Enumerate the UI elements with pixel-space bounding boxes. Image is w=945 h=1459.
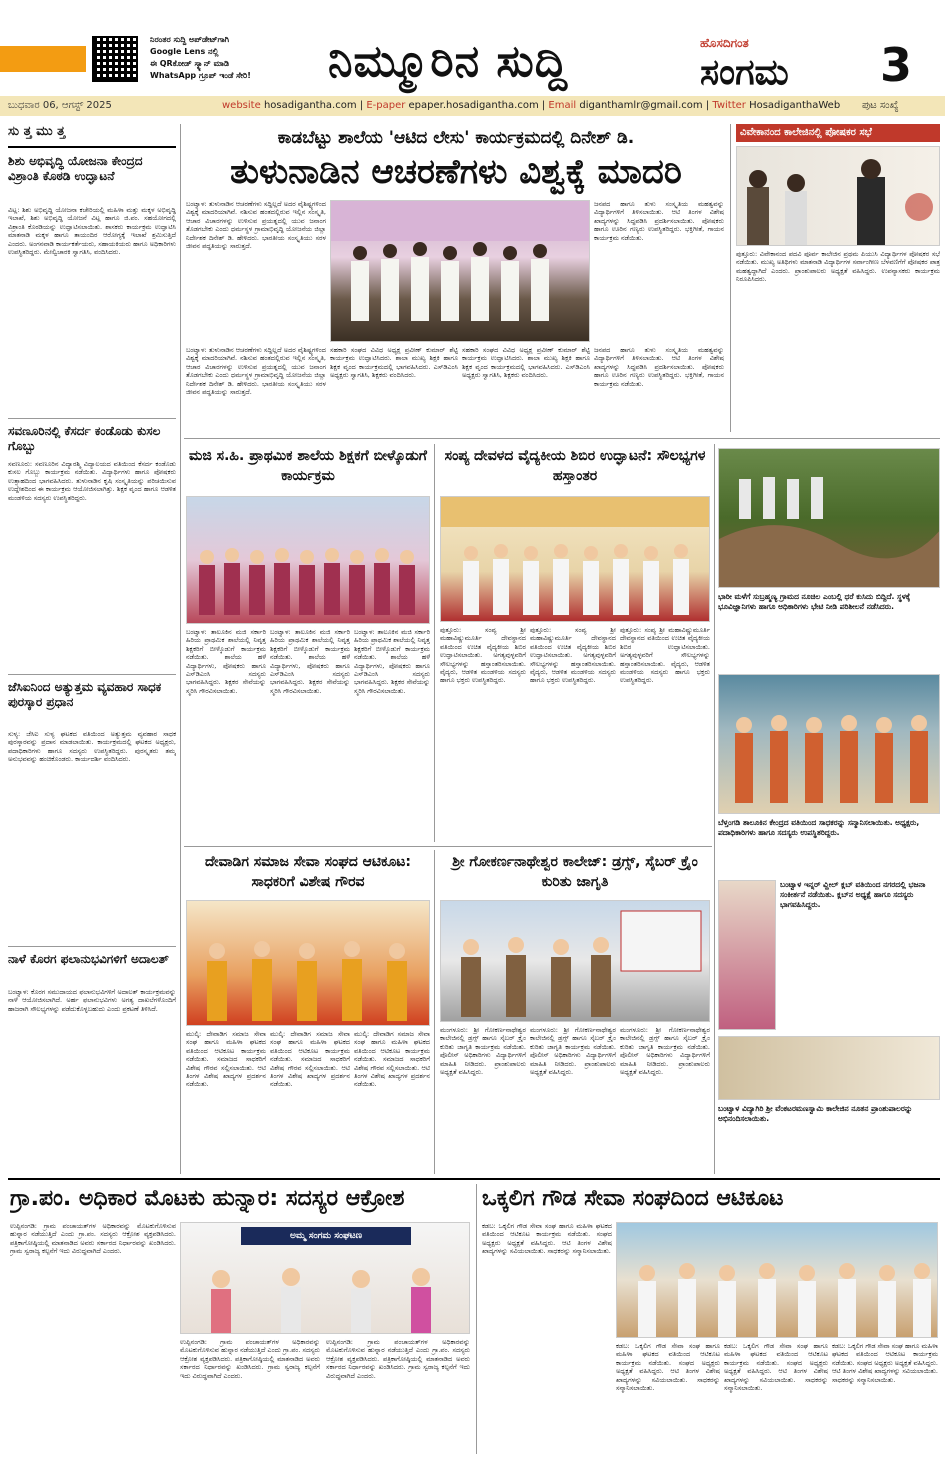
column-divider <box>434 444 435 842</box>
divider <box>184 846 712 847</box>
story-body: ಬಂಟ್ವಾಳ: ಕೊರಗ ಸಮುದಾಯದ ಫಲಾನುಭವಿಗಳಿಗೆ ಅದಾಲತ್ ಕಾರ್ಯಕ್ರಮವನ್ನು ನಾಳೆ ಆಯೋಜಿಸಲಾಗಿದೆ. ಅರ್ಹ ಫಲಾನುಭವಿಗಳು ಅಗತ್ಯ ದಾಖಲೆಗಳೊಂದಿಗೆ ಹಾಜರಾಗಿ ಸೌಲಭ್ಯಗಳನ್ನು ಪಡೆದುಕೊಳ್ಳಬಹುದು ಎಂದು ಪ್ರಕಟಣೆ ತಿಳಿಸಿದೆ. <box>8 988 176 1013</box>
lead-headline: ತುಳುನಾಡಿನ ಆಚರಣೆಗಳು ವಿಶ್ವಕ್ಕೆ ಮಾದರಿ <box>230 152 682 192</box>
medical-camp-photo <box>440 496 710 622</box>
devadiga-photo <box>186 900 430 1026</box>
website-link[interactable]: hosadigantha.com <box>263 100 357 111</box>
lead-body-right-top: ಜನಪದ ಹಾಗೂ ತುಳು ಸಂಸ್ಕೃತಿಯ ಮಹತ್ವವನ್ನು ವಿದ್ಯಾರ್ಥಿಗಳಿಗೆ ತಿಳಿಸಲಾಯಿತು. ಆಟಿ ತಿಂಗಳ ವಿಶೇಷ ಖಾದ್ಯಗಳನ್ನು ಸಿದ್ಧಪಡಿಸಿ ಪ್ರದರ್ಶಿಸಲಾಯಿತು. ಪೋಷಕರು ಹಾಗೂ ಊರಿನ ಗಣ್ಯರು ಉಪಸ್ಥಿತರಿದ್ದರು. ಭಕ್ತಿಗೀತೆ, ಗಾಯನ ಕಾರ್ಯಕ್ರಮ ನಡೆಯಿತು. <box>594 200 724 242</box>
press-figures <box>181 1223 470 1334</box>
group-figures <box>187 497 430 624</box>
speaker-figures <box>737 147 940 246</box>
masthead-accent-block <box>0 46 86 72</box>
group-figures <box>719 675 940 814</box>
story-body: ಉಪ್ಪಿನಂಗಡಿ: ಗ್ರಾಮ ಪಂಚಾಯತ್‌ಗಳ ಅಧಿಕಾರವನ್ನು ಮೊಟಕುಗೊಳಿಸುವ ಹುನ್ನಾರ ನಡೆಯುತ್ತಿದೆ ಎಂದು ಗ್ರಾ.ಪಂ. ಸದಸ್ಯರು ಆಕ್ರೋಶ ವ್ಯಕ್ತಪಡಿಸಿದರು. ಪತ್ರಿಕಾಗೋಷ್ಠಿಯಲ್ಲಿ ಮಾತನಾಡಿದ ಅವರು ಸರ್ಕಾರದ ನಿರ್ಧಾರವನ್ನು ಖಂಡಿಸಿದರು. ಗ್ರಾಮ ಸ್ವರಾಜ್ಯ ಕಲ್ಪನೆಗೆ ಇದು ವಿರುದ್ಧವಾಗಿದೆ ಎಂದರು. <box>10 1222 176 1256</box>
story-headline: ಗ್ರಾ.ಪಂ. ಅಧಿಕಾರ ಮೊಟಕು ಹುನ್ನಾರ: ಸದಸ್ಯರ ಆಕ್ರೋಶ <box>10 1186 405 1211</box>
story-body-3: ಉಪ್ಪಿನಂಗಡಿ: ಗ್ರಾಮ ಪಂಚಾಯತ್‌ಗಳ ಅಧಿಕಾರವನ್ನು ಮೊಟಕುಗೊಳಿಸುವ ಹುನ್ನಾರ ನಡೆಯುತ್ತಿದೆ ಎಂದು ಗ್ರಾ.ಪಂ. ಸದಸ್ಯರು ಆಕ್ರೋಶ ವ್ಯಕ್ತಪಡಿಸಿದರು. ಪತ್ರಿಕಾಗೋಷ್ಠಿಯಲ್ಲಿ ಮಾತನಾಡಿದ ಅವರು ಸರ್ಕಾರದ ನಿರ್ಧಾರವನ್ನು ಖಂಡಿಸಿದರು. ಗ್ರಾಮ ಸ್ವರಾಜ್ಯ ಕಲ್ಪನೆಗೆ ಇದು ವಿರುದ್ಧವಾಗಿದೆ ಎಂದರು. <box>326 1338 470 1380</box>
story-body-2: ಮಂಗಳೂರು: ಶ್ರೀ ಗೋಕರ್ಣನಾಥೇಶ್ವರ ಕಾಲೇಜಿನಲ್ಲಿ ಡ್ರಗ್ಸ್ ಹಾಗೂ ಸೈಬರ್ ಕ್ರೈಂ ಕುರಿತು ಜಾಗೃತಿ ಕಾರ್ಯಕ್ರಮ ನಡೆಯಿತು. ಪೊಲೀಸ್ ಅಧಿಕಾರಿಗಳು ವಿದ್ಯಾರ್ಥಿಗಳಿಗೆ ಮಾಹಿತಿ ನೀಡಿದರು. ಪ್ರಾಂಶುಪಾಲರು ಅಧ್ಯಕ್ಷತೆ ವಹಿಸಿದ್ದರು. <box>530 1026 616 1077</box>
twitter-link[interactable]: HosadiganthaWeb <box>749 100 841 111</box>
contact-links: website hosadigantha.com | E-paper epaper.hosadigantha.com | Email diganthamlr@gmail.com | Twitter HosadiganthaWeb <box>222 100 841 111</box>
column-divider <box>714 444 715 1174</box>
divider <box>184 438 940 439</box>
epaper-link[interactable]: epaper.hosadigantha.com <box>408 100 539 111</box>
story-headline: ಸಂಪ್ಯ ದೇವಳದ ವೈದ್ಯಕೀಯ ಶಿಬಿರ ಉದ್ಘಾಟನೆ: ಸೌಲಭ್ಯಗಳ ಹಸ್ತಾಂತರ <box>444 448 706 484</box>
story-body-3: ಮಂಗಳೂರು: ಶ್ರೀ ಗೋಕರ್ಣನಾಥೇಶ್ವರ ಕಾಲೇಜಿನಲ್ಲಿ ಡ್ರಗ್ಸ್ ಹಾಗೂ ಸೈಬರ್ ಕ್ರೈಂ ಕುರಿತು ಜಾಗೃತಿ ಕಾರ್ಯಕ್ರಮ ನಡೆಯಿತು. ಪೊಲೀಸ್ ಅಧಿಕಾರಿಗಳು ವಿದ್ಯಾರ್ಥಿಗಳಿಗೆ ಮಾಹಿತಿ ನೀಡಿದರು. ಪ್ರಾಂಶುಪಾಲರು ಅಧ್ಯಕ್ಷತೆ ವಹಿಸಿದ್ದರು. <box>620 1026 710 1077</box>
right-top-headline: ವಿವೇಕಾನಂದ ಕಾಲೇಜಿನಲ್ಲಿ ಪೋಷಕರ ಸಭೆ <box>736 124 940 142</box>
story-headline: ಸವಣೂರಿನಲ್ಲಿ ಕೆಸರ್ದ ಕಂಡೊಡು ಕುಸಲ ಗೊಬ್ಬು <box>8 424 161 453</box>
lead-kicker: ಕಾಡಬೆಟ್ಟು ಶಾಲೆಯ 'ಆಟಿದ ಲೇಸು' ಕಾರ್ಯಕ್ರಮದಲ್ಲಿ ದಿನೇಶ್ ಡಿ. <box>277 128 635 148</box>
story-body-2: ಕಡಬ: ಒಕ್ಕಲಿಗ ಗೌಡ ಸೇವಾ ಸಂಘ ಹಾಗೂ ಮಹಿಳಾ ಘಟಕದ ವತಿಯಿಂದ ಆಟಿಕೂಟ ಕಾರ್ಯಕ್ರಮ ನಡೆಯಿತು. ಸಂಘದ ಅಧ್ಯಕ್ಷರು ಅಧ್ಯಕ್ಷತೆ ವಹಿಸಿದ್ದರು. ಆಟಿ ತಿಂಗಳ ವಿಶೇಷ ಖಾದ್ಯಗಳನ್ನು ಸವಿಯಲಾಯಿತು. ಸಾಧಕರನ್ನು ಸನ್ಮಾನಿಸಲಾಯಿತು. <box>616 1342 720 1393</box>
felicitation-photo <box>718 674 940 814</box>
lead-body-mid-2: ಸಹಕಾರಿ ಸಂಘದ ವಿವಿಧ ಅಧ್ಯಕ್ಷ ಪ್ರವೀಣ್ ಕುಮಾರ್ ಶೆಟ್ಟಿ ಕಾರ್ಯಕ್ರಮ ಉದ್ಘಾಟಿಸಿದರು. ಶಾಲಾ ಮುಖ್ಯ ಶಿಕ್ಷಕಿ ಹಾಗೂ ಶಿಕ್ಷಕ ವೃಂದ ಕಾರ್ಯಕ್ರಮದಲ್ಲಿ ಭಾಗವಹಿಸಿದರು. ಎಸ್‌ಡಿಎಂಸಿ ಅಧ್ಯಕ್ಷರು ಸ್ವಾಗತಿಸಿ, ಶಿಕ್ಷಕರು ವಂದಿಸಿದರು. <box>462 346 590 380</box>
story-body: ಮುಲ್ಕಿ: ದೇವಾಡಿಗ ಸಮಾಜ ಸೇವಾ ಸಂಘ ಹಾಗೂ ಮಹಿಳಾ ಘಟಕದ ವತಿಯಿಂದ ಆಟಿಕೂಟ ಕಾರ್ಯಕ್ರಮ ನಡೆಯಿತು. ಸಮಾಜದ ಸಾಧಕರಿಗೆ ವಿಶೇಷ ಗೌರವ ಸಲ್ಲಿಸಲಾಯಿತು. ಆಟಿ ತಿಂಗಳ ವಿಶೇಷ ಖಾದ್ಯಗಳ ಪ್ರದರ್ಶನ ನಡೆಯಿತು. <box>186 1030 266 1089</box>
story-body: ವಿಟ್ಲ: ಶಿಶು ಅಭಿವೃದ್ಧಿ ಯೋಜನಾ ಕಚೇರಿಯಲ್ಲಿ ಮಹಿಳಾ ಮತ್ತು ಮಕ್ಕಳ ಅಭಿವೃದ್ಧಿ ಇಲಾಖೆ, ಶಿಶು ಅಭಿವೃದ್ಧಿ ಯೋಜನೆ ವಿಟ್ಲ ಹಾಗೂ ಜಿ.ಪಂ. ಸಹಯೋಗದಲ್ಲಿ ವಿಶ್ರಾಂತಿ ಕೊಠಡಿಯನ್ನು ಉದ್ಘಾಟಿಸಲಾಯಿತು. ಶಾಸಕರು ಕಾರ್ಯಕ್ರಮ ಉದ್ಘಾಟಿಸಿ ಮಾತನಾಡಿ ಮಕ್ಕಳ ಹಾಗೂ ತಾಯಂದಿರ ಆರೋಗ್ಯಕ್ಕೆ ಇಲಾಖೆ ಶ್ರಮಿಸುತ್ತಿದೆ ಎಂದರು. ಅಂಗನವಾಡಿ ಕಾರ್ಯಕರ್ತೆಯರು, ಸಹಾಯಕಿಯರು ಹಾಗೂ ಅಧಿಕಾರಿಗಳು ಉಪಸ್ಥಿತರಿದ್ದರು. ಮೇಲ್ವಿಚಾರಕಿ ಸ್ವಾಗತಿಸಿ, ವಂದಿಸಿದರು. <box>8 206 176 257</box>
story-body-2: ಬಂಟ್ವಾಳ: ತಾಲೂಕಿನ ಮಜಿ ಸರ್ಕಾರಿ ಹಿರಿಯ ಪ್ರಾಥಮಿಕ ಶಾಲೆಯಲ್ಲಿ ನಿವೃತ್ತ ಶಿಕ್ಷಕರಿಗೆ ಬೀಳ್ಕೊಡುಗೆ ಕಾರ್ಯಕ್ರಮ ನಡೆಯಿತು. ಶಾಲೆಯ ಹಳೆ ವಿದ್ಯಾರ್ಥಿಗಳು, ಪೋಷಕರು ಹಾಗೂ ಎಸ್‌ಡಿಎಂಸಿ ಸದಸ್ಯರು ಭಾಗವಹಿಸಿದ್ದರು. ಶಿಕ್ಷಕರ ಸೇವೆಯನ್ನು ಸ್ಮರಿಸಿ ಗೌರವಿಸಲಾಯಿತು. <box>270 628 350 695</box>
photo-caption: ಬಂಟ್ವಾಳ ವಿದ್ಯಾಗಿರಿ ಶ್ರೀ ವೆಂಕಟರಮಣಸ್ವಾಮಿ ಕಾಲೇಜಿನ ನೂತನ ಪ್ರಾಂಶುಪಾಲರನ್ನು ಅಭಿನಂದಿಸಲಾಯಿತು. <box>718 1104 913 1123</box>
lead-body-left-2: ಬಂಟ್ವಾಳ: ತುಳುನಾಡಿನ ಆಚರಣೆಗಳು ಸದ್ದಿಲ್ಲದೆ ಅದರ ವೈಶಿಷ್ಟ್ಯಗಳಿಂದ ವಿಶ್ವಕ್ಕೆ ಮಾದರಿಯಾಗಿವೆ. ನಶಿಸುವ ಹಂತದಲ್ಲಿರುವ ಇಲ್ಲಿನ ಸಂಸ್ಕೃತಿ, ಆಚಾರ ವಿಚಾರಗಳನ್ನು ಉಳಿಸುವ ಪ್ರಯತ್ನದಲ್ಲಿ ಯುವ ಜನಾಂಗ ತೊಡಗಬೇಕು ಎಂದು ಧರ್ಮಸ್ಥಳ ಗ್ರಾಮಾಭಿವೃದ್ಧಿ ಯೋಜನೆಯ ಜಿಲ್ಲಾ ನಿರ್ದೇಶಕ ದಿನೇಶ್ ಡಿ. ಹೇಳಿದರು. ಭಾರತೀಯ ಸಂಸ್ಕೃತಿಯು ಸರಳ ಜೀವನ ಪದ್ಧತಿಯನ್ನು ಸಾರುತ್ತದೆ. <box>186 346 326 397</box>
story-body-3: ಮುಲ್ಕಿ: ದೇವಾಡಿಗ ಸಮಾಜ ಸೇವಾ ಸಂಘ ಹಾಗೂ ಮಹಿಳಾ ಘಟಕದ ವತಿಯಿಂದ ಆಟಿಕೂಟ ಕಾರ್ಯಕ್ರಮ ನಡೆಯಿತು. ಸಮಾಜದ ಸಾಧಕರಿಗೆ ವಿಶೇಷ ಗೌರವ ಸಲ್ಲಿಸಲಾಯಿತು. ಆಟಿ ತಿಂಗಳ ವಿಶೇಷ ಖಾದ್ಯಗಳ ಪ್ರದರ್ಶನ ನಡೆಯಿತು. <box>354 1030 430 1089</box>
story-headline: ಶ್ರೀ ಗೋಕರ್ಣನಾಥೇಶ್ವರ ಕಾಲೇಜ್: ಡ್ರಗ್ಸ್, ಸೈಬರ್ ಕ್ರೈಂ ಕುರಿತು ಜಾಗೃತಿ <box>452 854 698 890</box>
column-divider <box>730 124 731 432</box>
promo-line: ನಿರಂತರ ಸುದ್ದಿ ಅಪ್‌ಡೇಟ್‌ಗಾಗಿ <box>150 35 230 44</box>
story-body: ಸುಳ್ಯ: ಜೆಸಿಐ ಸುಳ್ಯ ಘಟಕದ ವತಿಯಿಂದ ಅತ್ಯುತ್ತಮ ವ್ಯವಹಾರ ಸಾಧಕ ಪುರಸ್ಕಾರವನ್ನು ಪ್ರದಾನ ಮಾಡಲಾಯಿತು. ಕಾರ್ಯಕ್ರಮದಲ್ಲಿ ಘಟಕದ ಅಧ್ಯಕ್ಷರು, ಪದಾಧಿಕಾರಿಗಳು ಹಾಗೂ ಸದಸ್ಯರು ಉಪಸ್ಥಿತರಿದ್ದರು. ಪುರಸ್ಕೃತರು ತಮ್ಮ ಅನುಭವವನ್ನು ಹಂಚಿಕೊಂಡರು. ಕಾರ್ಯದರ್ಶಿ ವಂದಿಸಿದರು. <box>8 730 176 764</box>
story-body-3: ಪುತ್ತೂರು: ಸಂಪ್ಯ ಶ್ರೀ ಮಹಾವಿಷ್ಣುಮೂರ್ತಿ ದೇವಸ್ಥಾನದ ವತಿಯಿಂದ ಉಚಿತ ವೈದ್ಯಕೀಯ ಶಿಬಿರ ಉದ್ಘಾಟಿಸಲಾಯಿತು. ಅಗತ್ಯವುಳ್ಳವರಿಗೆ ಸೌಲಭ್ಯಗಳನ್ನು ಹಸ್ತಾಂತರಿಸಲಾಯಿತು. ವೈದ್ಯರು, ಆಡಳಿತ ಮಂಡಳಿಯ ಸದಸ್ಯರು ಹಾಗೂ ಭಕ್ತರು ಉಪಸ್ಥಿತರಿದ್ದರು. <box>620 626 710 685</box>
section-tag: ಸು ತ್ತ ಮು ತ್ತ <box>8 124 176 148</box>
story-headline: ಒಕ್ಕಲಿಗ ಗೌಡ ಸೇವಾ ಸಂಘದಿಂದ ಆಟಿಕೂಟ <box>482 1186 784 1211</box>
right-top-photo <box>736 146 940 246</box>
photo-caption: ಬೆಳ್ತಂಗಡಿ ತಾಲೂಕಿನ ಕೇಂದ್ರದ ವತಿಯಿಂದ ಸಾಧಕರನ್ನು ಸನ್ಮಾನಿಸಲಾಯಿತು. ಅಧ್ಯಕ್ಷರು, ಪದಾಧಿಕಾರಿಗಳು ಹಾಗೂ ಸದಸ್ಯರು ಉಪಸ್ಥಿತರಿದ್ದರು. <box>718 818 920 837</box>
group-figures <box>441 901 710 1022</box>
lead-body-mid: ಸಹಕಾರಿ ಸಂಘದ ವಿವಿಧ ಅಧ್ಯಕ್ಷ ಪ್ರವೀಣ್ ಕುಮಾರ್ ಶೆಟ್ಟಿ ಕಾರ್ಯಕ್ರಮ ಉದ್ಘಾಟಿಸಿದರು. ಶಾಲಾ ಮುಖ್ಯ ಶಿಕ್ಷಕಿ ಹಾಗೂ ಶಿಕ್ಷಕ ವೃಂದ ಕಾರ್ಯಕ್ರಮದಲ್ಲಿ ಭಾಗವಹಿಸಿದರು. ಎಸ್‌ಡಿಎಂಸಿ ಅಧ್ಯಕ್ಷರು ಸ್ವಾಗತಿಸಿ, ಶಿಕ್ಷಕರು ವಂದಿಸಿದರು. <box>330 346 458 380</box>
story-body-3: ಬಂಟ್ವಾಳ: ತಾಲೂಕಿನ ಮಜಿ ಸರ್ಕಾರಿ ಹಿರಿಯ ಪ್ರಾಥಮಿಕ ಶಾಲೆಯಲ್ಲಿ ನಿವೃತ್ತ ಶಿಕ್ಷಕರಿಗೆ ಬೀಳ್ಕೊಡುಗೆ ಕಾರ್ಯಕ್ರಮ ನಡೆಯಿತು. ಶಾಲೆಯ ಹಳೆ ವಿದ್ಯಾರ್ಥಿಗಳು, ಪೋಷಕರು ಹಾಗೂ ಎಸ್‌ಡಿಎಂಸಿ ಸದಸ್ಯರು ಭಾಗವಹಿಸಿದ್ದರು. ಶಿಕ್ಷಕರ ಸೇವೆಯನ್ನು ಸ್ಮರಿಸಿ ಗೌರವಿಸಲಾಯಿತು. <box>354 628 430 695</box>
photo-caption: ಬಂಟ್ವಾಳ ಇನ್ನರ್ ವ್ಹೀಲ್ ಕ್ಲಬ್ ವತಿಯಿಂದ ನಗರದಲ್ಲಿ ಭಜನಾ ಸಂಕೀರ್ತನೆ ನಡೆಯಿತು. ಕ್ಲಬ್‌ನ ಅಧ್ಯಕ್ಷೆ ಹಾಗೂ ಸದಸ್ಯರು ಭಾಗವಹಿಸಿದ್ದರು. <box>780 880 926 909</box>
group-figures <box>441 497 710 622</box>
promo-line: WhatsApp ಗ್ರೂಪ್ ಇಂಡೆ ಸೇರಿ! <box>150 71 251 80</box>
divider <box>8 946 176 947</box>
column-divider <box>180 124 181 1174</box>
qr-promo-text <box>150 34 320 82</box>
promo-line: Google Lens ನಲ್ಲಿ <box>150 47 219 56</box>
qr-code-icon[interactable] <box>92 36 138 82</box>
page-label: ಪುಟ ಸಂಖ್ಯೆ <box>862 100 899 111</box>
website-label: website <box>222 100 261 111</box>
group-figures <box>617 1223 938 1338</box>
story-headline: ಮಜಿ ಸ.ಹಿ. ಪ್ರಾಥಮಿಕ ಶಾಲೆಯ ಶಿಕ್ಷಕಗೆ ಬೀಳ್ಕೊಡುಗೆ ಕಾರ್ಯಕ್ರಮ <box>189 448 427 484</box>
awareness-photo <box>440 900 710 1022</box>
divider <box>8 418 176 419</box>
banner-text: ಅಮ್ಮ ಸಂಗಮ ಸಂಘಟಣ <box>241 1227 411 1245</box>
photo-caption: ಭಾರೀ ಮಳೆಗೆ ಸುಬ್ರಹ್ಮಣ್ಯ ಗ್ರಾಮದ ನೂಚಿಲ ಎಂಬಲ್ಲಿ ಧರೆ ಕುಸಿದು ಬಿದ್ದಿದೆ. ಸ್ಥಳಕ್ಕೆ ಭೂವಿಜ್ಞಾನಿಗಳು ಹಾಗೂ ಅಧಿಕಾರಿಗಳು ಭೇಟಿ ನೀಡಿ ಪರಿಶೀಲನೆ ನಡೆಸಿದರು. <box>718 592 911 611</box>
email-link[interactable]: diganthamlr@gmail.com <box>579 100 703 111</box>
story-body: ಬಂಟ್ವಾಳ: ತಾಲೂಕಿನ ಮಜಿ ಸರ್ಕಾರಿ ಹಿರಿಯ ಪ್ರಾಥಮಿಕ ಶಾಲೆಯಲ್ಲಿ ನಿವೃತ್ತ ಶಿಕ್ಷಕರಿಗೆ ಬೀಳ್ಕೊಡುಗೆ ಕಾರ್ಯಕ್ರಮ ನಡೆಯಿತು. ಶಾಲೆಯ ಹಳೆ ವಿದ್ಯಾರ್ಥಿಗಳು, ಪೋಷಕರು ಹಾಗೂ ಎಸ್‌ಡಿಎಂಸಿ ಸದಸ್ಯರು ಭಾಗವಹಿಸಿದ್ದರು. ಶಿಕ್ಷಕರ ಸೇವೆಯನ್ನು ಸ್ಮರಿಸಿ ಗೌರವಿಸಲಾಯಿತು. <box>186 628 266 695</box>
story-body-2: ಉಪ್ಪಿನಂಗಡಿ: ಗ್ರಾಮ ಪಂಚಾಯತ್‌ಗಳ ಅಧಿಕಾರವನ್ನು ಮೊಟಕುಗೊಳಿಸುವ ಹುನ್ನಾರ ನಡೆಯುತ್ತಿದೆ ಎಂದು ಗ್ರಾ.ಪಂ. ಸದಸ್ಯರು ಆಕ್ರೋಶ ವ್ಯಕ್ತಪಡಿಸಿದರು. ಪತ್ರಿಕಾಗೋಷ್ಠಿಯಲ್ಲಿ ಮಾತನಾಡಿದ ಅವರು ಸರ್ಕಾರದ ನಿರ್ಧಾರವನ್ನು ಖಂಡಿಸಿದರು. ಗ್ರಾಮ ಸ್ವರಾಜ್ಯ ಕಲ್ಪನೆಗೆ ಇದು ವಿರುದ್ಧವಾಗಿದೆ ಎಂದರು. <box>180 1338 320 1380</box>
epaper-label: E-paper <box>366 100 406 111</box>
email-label: Email <box>548 100 577 111</box>
section-name: ಸಂಗಮ <box>700 52 789 93</box>
story-body: ಪುತ್ತೂರು: ಸಂಪ್ಯ ಶ್ರೀ ಮಹಾವಿಷ್ಣುಮೂರ್ತಿ ದೇವಸ್ಥಾನದ ವತಿಯಿಂದ ಉಚಿತ ವೈದ್ಯಕೀಯ ಶಿಬಿರ ಉದ್ಘಾಟಿಸಲಾಯಿತು. ಅಗತ್ಯವುಳ್ಳವರಿಗೆ ಸೌಲಭ್ಯಗಳನ್ನು ಹಸ್ತಾಂತರಿಸಲಾಯಿತು. ವೈದ್ಯರು, ಆಡಳಿತ ಮಂಡಳಿಯ ಸದಸ್ಯರು ಹಾಗೂ ಭಕ್ತರು ಉಪಸ್ಥಿತರಿದ್ದರು. <box>440 626 526 685</box>
divider <box>8 1178 940 1180</box>
lead-body-left: ಬಂಟ್ವಾಳ: ತುಳುನಾಡಿನ ಆಚರಣೆಗಳು ಸದ್ದಿಲ್ಲದೆ ಅದರ ವೈಶಿಷ್ಟ್ಯಗಳಿಂದ ವಿಶ್ವಕ್ಕೆ ಮಾದರಿಯಾಗಿವೆ. ನಶಿಸುವ ಹಂತದಲ್ಲಿರುವ ಇಲ್ಲಿನ ಸಂಸ್ಕೃತಿ, ಆಚಾರ ವಿಚಾರಗಳನ್ನು ಉಳಿಸುವ ಪ್ರಯತ್ನದಲ್ಲಿ ಯುವ ಜನಾಂಗ ತೊಡಗಬೇಕು ಎಂದು ಧರ್ಮಸ್ಥಳ ಗ್ರಾಮಾಭಿವೃದ್ಧಿ ಯೋಜನೆಯ ಜಿಲ್ಲಾ ನಿರ್ದೇಶಕ ದಿನೇಶ್ ಡಿ. ಹೇಳಿದರು. ಭಾರತೀಯ ಸಂಸ್ಕೃತಿಯು ಸರಳ ಜೀವನ ಪದ್ಧತಿಯನ್ನು ಸಾರುತ್ತದೆ. <box>186 200 326 251</box>
landslide-photo <box>718 448 940 588</box>
landslide-figures <box>719 449 940 588</box>
masthead-title: ನಿಮ್ಮೂರಿನ ಸುದ್ದಿ <box>328 36 569 87</box>
aatikoota-photo <box>616 1222 938 1338</box>
twitter-label: Twitter <box>712 100 746 111</box>
paper-name: ಹೊಸದಿಗಂತ <box>700 36 749 50</box>
lead-photo-figures <box>331 201 590 342</box>
story-body-2: ಮುಲ್ಕಿ: ದೇವಾಡಿಗ ಸಮಾಜ ಸೇವಾ ಸಂಘ ಹಾಗೂ ಮಹಿಳಾ ಘಟಕದ ವತಿಯಿಂದ ಆಟಿಕೂಟ ಕಾರ್ಯಕ್ರಮ ನಡೆಯಿತು. ಸಮಾಜದ ಸಾಧಕರಿಗೆ ವಿಶೇಷ ಗೌರವ ಸಲ್ಲಿಸಲಾಯಿತು. ಆಟಿ ತಿಂಗಳ ವಿಶೇಷ ಖಾದ್ಯಗಳ ಪ್ರದರ್ಶನ ನಡೆಯಿತು. <box>270 1030 350 1089</box>
right-top-body: ಪುತ್ತೂರು: ವಿವೇಕಾನಂದ ಪದವಿ ಪೂರ್ವ ಕಾಲೇಜಿನ ಪ್ರಥಮ ಪಿಯುಸಿ ವಿದ್ಯಾರ್ಥಿಗಳ ಪೋಷಕರ ಸಭೆ ನಡೆಯಿತು. ಮುಖ್ಯ ಅತಿಥಿಗಳು ಮಾತನಾಡಿ ವಿದ್ಯಾರ್ಥಿಗಳ ಸರ್ವಾಂಗೀಣ ಬೆಳವಣಿಗೆಗೆ ಪೋಷಕರ ಪಾತ್ರ ಮಹತ್ವದ್ದಾಗಿದೆ ಎಂದರು. ಪ್ರಾಂಶುಪಾಲರು ಅಧ್ಯಕ್ಷತೆ ವಹಿಸಿದ್ದರು. ಉಪನ್ಯಾಸಕರು ಕಾರ್ಯಕ್ರಮ ನಿರೂಪಿಸಿದರು. <box>736 250 940 284</box>
farewell-photo <box>186 496 430 624</box>
bhajan-photo <box>718 880 776 1030</box>
lead-photo <box>330 200 590 342</box>
column-divider <box>476 1184 477 1454</box>
story-body-2: ಪುತ್ತೂರು: ಸಂಪ್ಯ ಶ್ರೀ ಮಹಾವಿಷ್ಣುಮೂರ್ತಿ ದೇವಸ್ಥಾನದ ವತಿಯಿಂದ ಉಚಿತ ವೈದ್ಯಕೀಯ ಶಿಬಿರ ಉದ್ಘಾಟಿಸಲಾಯಿತು. ಅಗತ್ಯವುಳ್ಳವರಿಗೆ ಸೌಲಭ್ಯಗಳನ್ನು ಹಸ್ತಾಂತರಿಸಲಾಯಿತು. ವೈದ್ಯರು, ಆಡಳಿತ ಮಂಡಳಿಯ ಸದಸ್ಯರು ಹಾಗೂ ಭಕ್ತರು ಉಪಸ್ಥಿತರಿದ್ದರು. <box>530 626 616 685</box>
story-headline: ಶಿಶು ಅಭಿವೃದ್ಧಿ ಯೋಜನಾ ಕೇಂದ್ರದ ವಿಶ್ರಾಂತಿ ಕೊಠಡಿ ಉದ್ಘಾಟನೆ <box>8 154 143 183</box>
story-body: ಕಡಬ: ಒಕ್ಕಲಿಗ ಗೌಡ ಸೇವಾ ಸಂಘ ಹಾಗೂ ಮಹಿಳಾ ಘಟಕದ ವತಿಯಿಂದ ಆಟಿಕೂಟ ಕಾರ್ಯಕ್ರಮ ನಡೆಯಿತು. ಸಂಘದ ಅಧ್ಯಕ್ಷರು ಅಧ್ಯಕ್ಷತೆ ವಹಿಸಿದ್ದರು. ಆಟಿ ತಿಂಗಳ ವಿಶೇಷ ಖಾದ್ಯಗಳನ್ನು ಸವಿಯಲಾಯಿತು. ಸಾಧಕರನ್ನು ಸನ್ಮಾನಿಸಲಾಯಿತು. <box>482 1222 612 1256</box>
group-figures <box>187 901 430 1026</box>
press-meet-photo <box>180 1222 470 1334</box>
story-headline: ದೇವಾಡಿಗ ಸಮಾಜ ಸೇವಾ ಸಂಘದ ಆಟಿಕೂಟ: ಸಾಧಕರಿಗೆ ವಿಶೇಷ ಗೌರವ <box>204 854 412 890</box>
story-body: ಮಂಗಳೂರು: ಶ್ರೀ ಗೋಕರ್ಣನಾಥೇಶ್ವರ ಕಾಲೇಜಿನಲ್ಲಿ ಡ್ರಗ್ಸ್ ಹಾಗೂ ಸೈಬರ್ ಕ್ರೈಂ ಕುರಿತು ಜಾಗೃತಿ ಕಾರ್ಯಕ್ರಮ ನಡೆಯಿತು. ಪೊಲೀಸ್ ಅಧಿಕಾರಿಗಳು ವಿದ್ಯಾರ್ಥಿಗಳಿಗೆ ಮಾಹಿತಿ ನೀಡಿದರು. ಪ್ರಾಂಶುಪಾಲರು ಅಧ್ಯಕ್ಷತೆ ವಹಿಸಿದ್ದರು. <box>440 1026 526 1077</box>
story-headline: ನಾಳೆ ಕೊರಗ ಫಲಾನುಭವಿಗಳಿಗೆ ಅದಾಲತ್ <box>8 952 169 966</box>
lead-body-right: ಜನಪದ ಹಾಗೂ ತುಳು ಸಂಸ್ಕೃತಿಯ ಮಹತ್ವವನ್ನು ವಿದ್ಯಾರ್ಥಿಗಳಿಗೆ ತಿಳಿಸಲಾಯಿತು. ಆಟಿ ತಿಂಗಳ ವಿಶೇಷ ಖಾದ್ಯಗಳನ್ನು ಸಿದ್ಧಪಡಿಸಿ ಪ್ರದರ್ಶಿಸಲಾಯಿತು. ಪೋಷಕರು ಹಾಗೂ ಊರಿನ ಗಣ್ಯರು ಉಪಸ್ಥಿತರಿದ್ದರು. ಭಕ್ತಿಗೀತೆ, ಗಾಯನ ಕಾರ್ಯಕ್ರಮ ನಡೆಯಿತು. <box>594 346 724 388</box>
college-photo <box>718 1036 940 1100</box>
column-divider <box>434 850 435 1174</box>
story-body-3: ಕಡಬ: ಒಕ್ಕಲಿಗ ಗೌಡ ಸೇವಾ ಸಂಘ ಹಾಗೂ ಮಹಿಳಾ ಘಟಕದ ವತಿಯಿಂದ ಆಟಿಕೂಟ ಕಾರ್ಯಕ್ರಮ ನಡೆಯಿತು. ಸಂಘದ ಅಧ್ಯಕ್ಷರು ಅಧ್ಯಕ್ಷತೆ ವಹಿಸಿದ್ದರು. ಆಟಿ ತಿಂಗಳ ವಿಶೇಷ ಖಾದ್ಯಗಳನ್ನು ಸವಿಯಲಾಯಿತು. ಸಾಧಕರನ್ನು ಸನ್ಮಾನಿಸಲಾಯಿತು. <box>724 1342 828 1393</box>
story-body: ಸವಣೂರು: ಸವಣೂರಿನ ವಿದ್ಯಾರಶ್ಮಿ ವಿದ್ಯಾಲಯದ ವತಿಯಿಂದ ಕೆಸರ್ದ ಕಂಡೊಡು ಕುಸಲ ಗೊಬ್ಬು ಕಾರ್ಯಕ್ರಮ ನಡೆಯಿತು. ವಿದ್ಯಾರ್ಥಿಗಳು ಹಾಗೂ ಪೋಷಕರು ಉತ್ಸಾಹದಿಂದ ಭಾಗವಹಿಸಿದರು. ತುಳುನಾಡಿನ ಕೃಷಿ ಸಂಸ್ಕೃತಿಯನ್ನು ಪರಿಚಯಿಸುವ ಉದ್ದೇಶದಿಂದ ಈ ಕಾರ್ಯಕ್ರಮ ಆಯೋಜಿಸಲಾಗಿತ್ತು. ಶಿಕ್ಷಕ ವೃಂದ ಹಾಗೂ ಆಡಳಿತ ಮಂಡಳಿಯ ಸದಸ್ಯರು ಉಪಸ್ಥಿತರಿದ್ದರು. <box>8 460 176 502</box>
story-headline: ಜೆಸಿಐನಿಂದ ಅತ್ಯುತ್ತಮ ವ್ಯವಹಾರ ಸಾಧಕ ಪುರಸ್ಕಾರ ಪ್ರಧಾನ <box>8 680 162 709</box>
promo-line: ಈ QRಕೋಡ್ ಸ್ಕ್ಯಾನ್ ಮಾಡಿ <box>150 59 230 68</box>
page-number: 3 <box>880 38 913 92</box>
divider <box>8 674 176 675</box>
issue-date: ಬುಧವಾರ 06, ಆಗಸ್ಟ್ 2025 <box>8 100 112 111</box>
story-body-4: ಕಡಬ: ಒಕ್ಕಲಿಗ ಗೌಡ ಸೇವಾ ಸಂಘ ಹಾಗೂ ಮಹಿಳಾ ಘಟಕದ ವತಿಯಿಂದ ಆಟಿಕೂಟ ಕಾರ್ಯಕ್ರಮ ನಡೆಯಿತು. ಸಂಘದ ಅಧ್ಯಕ್ಷರು ಅಧ್ಯಕ್ಷತೆ ವಹಿಸಿದ್ದರು. ಆಟಿ ತಿಂಗಳ ವಿಶೇಷ ಖಾದ್ಯಗಳನ್ನು ಸವಿಯಲಾಯಿತು. ಸಾಧಕರನ್ನು ಸನ್ಮಾನಿಸಲಾಯಿತು. <box>832 1342 938 1384</box>
